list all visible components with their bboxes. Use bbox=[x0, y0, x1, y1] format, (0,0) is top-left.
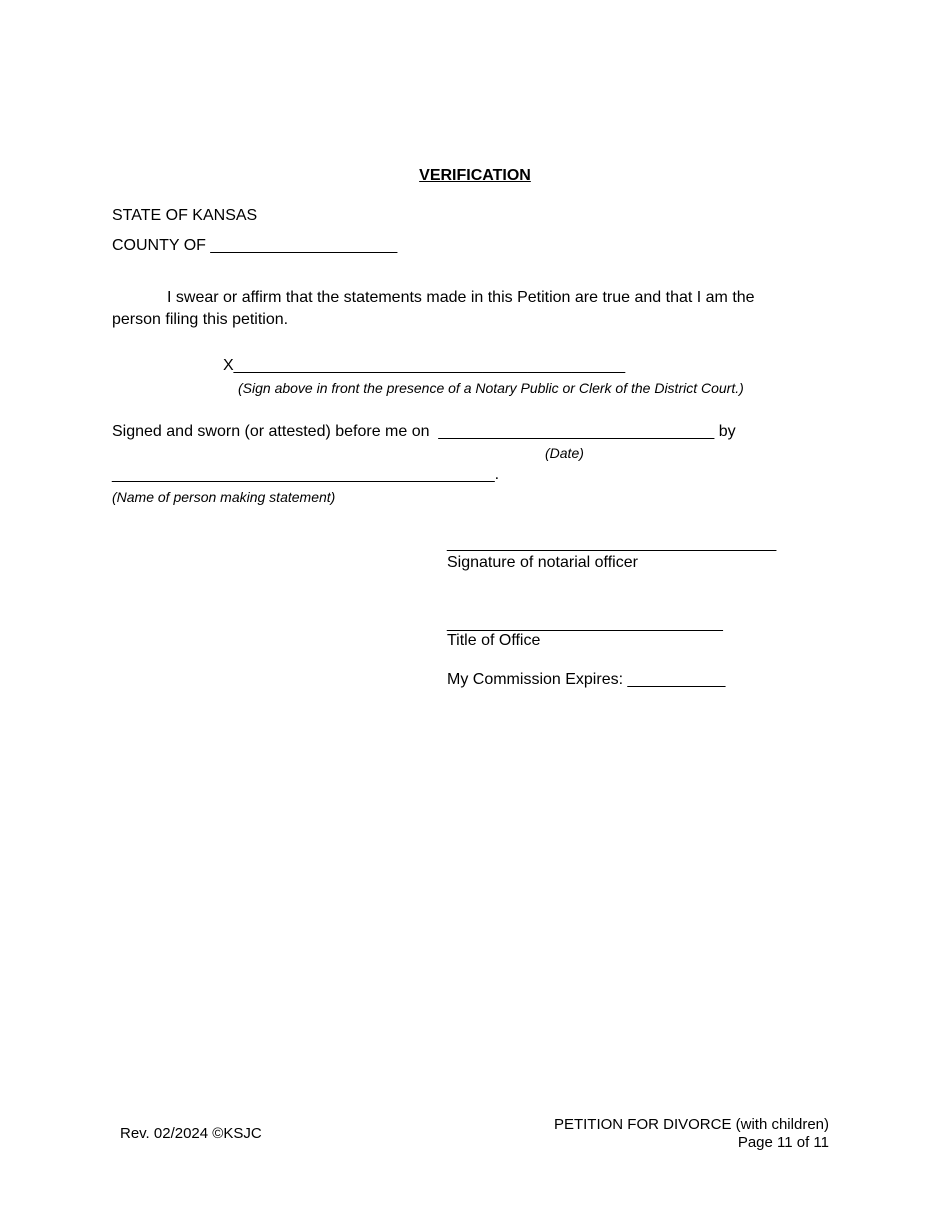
sworn-line: Signed and sworn (or attested) before me on _______________________________ by bbox=[112, 423, 736, 440]
date-note: (Date) bbox=[545, 445, 584, 461]
notary-signature-line: _____________________________________ bbox=[447, 535, 777, 552]
signature-note: (Sign above in front the presence of a Notary Public or Clerk of the District Court.) bbox=[238, 380, 744, 396]
page-title: VERIFICATION bbox=[419, 167, 531, 184]
signature-line: X____________________________________________ bbox=[223, 357, 626, 374]
county-line: COUNTY OF _____________________ bbox=[112, 237, 398, 254]
footer-form-title: PETITION FOR DIVORCE (with children) bbox=[553, 1116, 829, 1133]
footer-revision: Rev. 02/2024 ©KSJC bbox=[120, 1125, 262, 1142]
office-line: _______________________________ bbox=[447, 615, 723, 632]
office-label: Title of Office bbox=[447, 632, 541, 649]
oath-paragraph: I swear or affirm that the statements made in this Petition are true and that I am the person filing this petition. bbox=[112, 289, 755, 328]
name-line: ___________________________________________. bbox=[112, 466, 500, 483]
footer-page-number: Page 11 of 11 bbox=[737, 1134, 829, 1151]
commission-line: My Commission Expires: ___________ bbox=[447, 671, 726, 688]
state-line: STATE OF KANSAS bbox=[112, 207, 258, 224]
name-note: (Name of person making statement) bbox=[112, 489, 336, 505]
notary-signature-label: Signature of notarial officer bbox=[447, 554, 638, 571]
